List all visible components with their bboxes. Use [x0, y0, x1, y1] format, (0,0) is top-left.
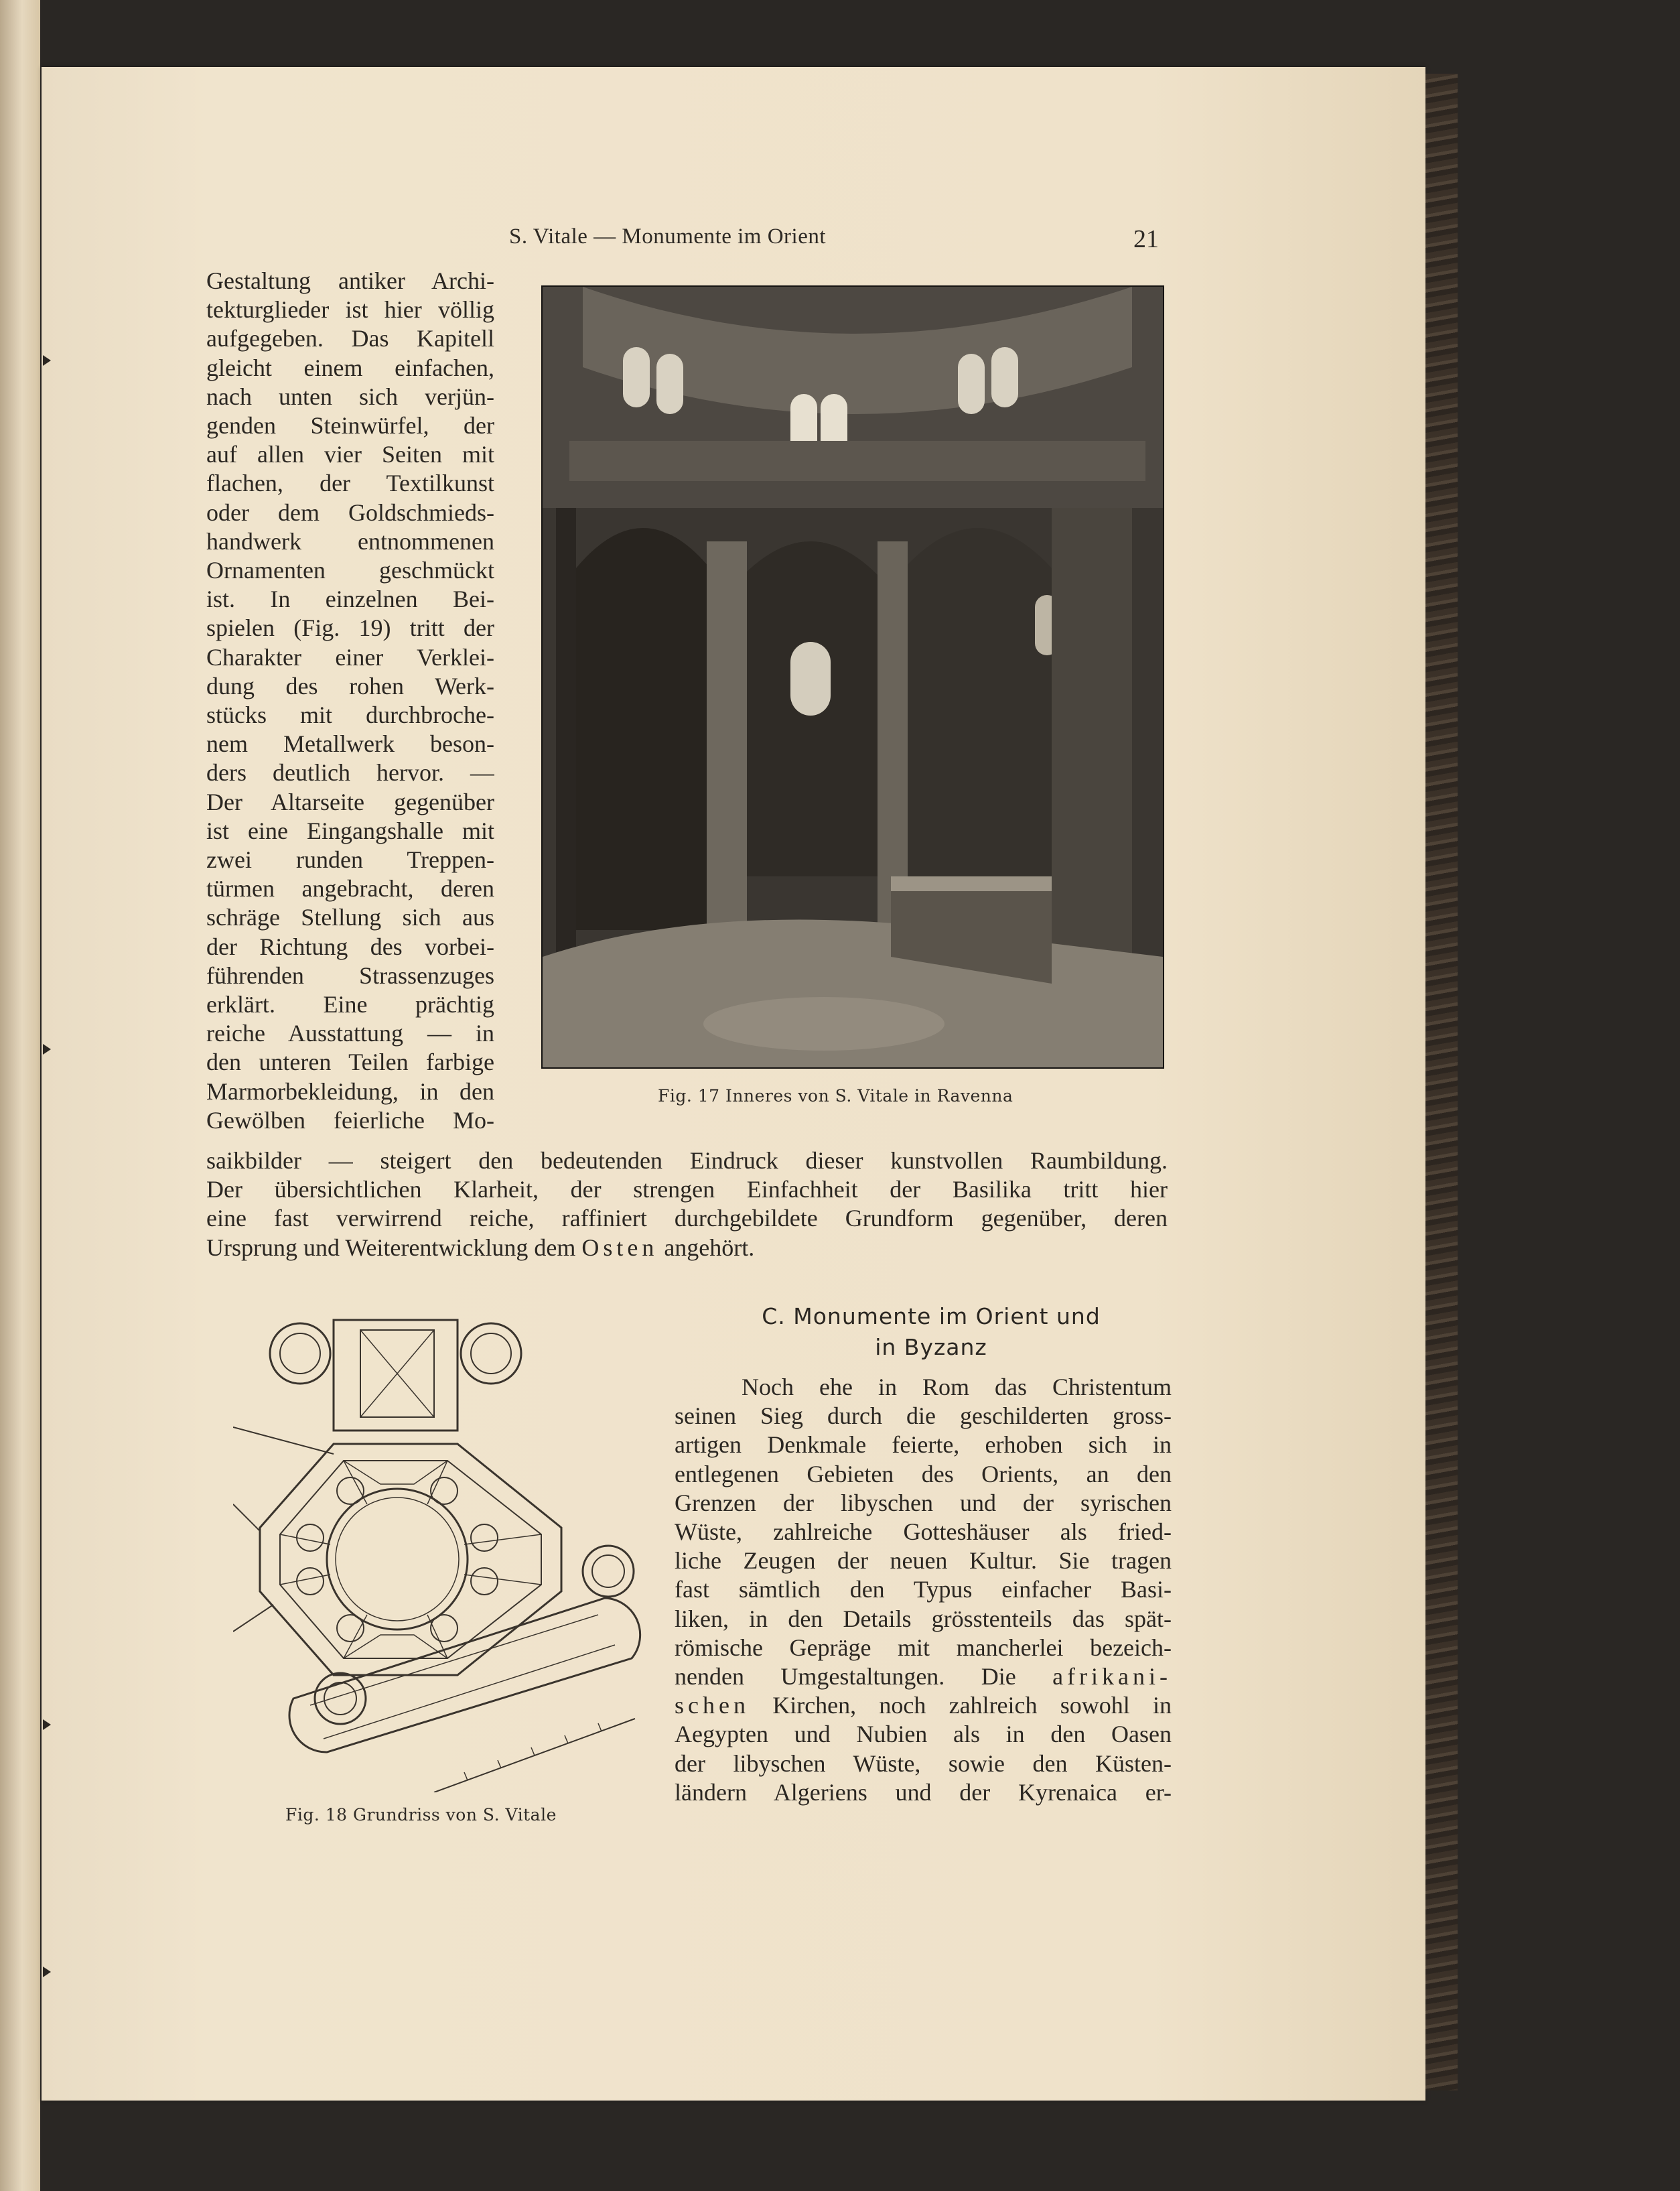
- text-line: Wüste, zahlreiche Gotteshäuser als fried-: [675, 1518, 1172, 1546]
- text-line: Marmorbekleidung, in den: [206, 1077, 494, 1105]
- right-column-text: [675, 1373, 1172, 1807]
- spaced-word: Osten: [581, 1234, 658, 1261]
- text-line: flachen, der Textilkunst: [206, 470, 494, 497]
- text-line: führenden Strassenzuges: [206, 961, 494, 989]
- text-line: türmen angebracht, deren: [206, 875, 494, 903]
- text-line: erklärt. Eine prächtig: [206, 991, 494, 1018]
- left-column-text: [206, 267, 494, 1135]
- text-line: dung des rohen Werk-: [206, 672, 494, 700]
- text-line: [206, 1234, 1168, 1262]
- text-fragment: nenden Umgestaltungen. Die: [675, 1663, 1053, 1690]
- text-line: der libyschen Wüste, sowie den Küsten-: [675, 1749, 1172, 1777]
- text-line: ders deutlich hervor. —: [206, 759, 494, 787]
- text-line: Gewölben feierliche Mo-: [206, 1106, 494, 1134]
- page-number: 21: [1133, 225, 1159, 253]
- text-line: Grenzen der libyschen und der syrischen: [675, 1489, 1172, 1516]
- section-heading-line: in Byzanz: [875, 1334, 987, 1360]
- page-margin-mark: [43, 1719, 51, 1730]
- figure-18-floor-plan: [233, 1310, 655, 1792]
- text-line: Charakter einer Verklei-: [206, 643, 494, 671]
- text-line: Ornamenten geschmückt: [206, 557, 494, 584]
- text-line: reiche Ausstattung — in: [206, 1020, 494, 1047]
- text-line: römische Gepräge mit mancherlei bezeich-: [675, 1634, 1172, 1661]
- book-cover-board: [1425, 74, 1458, 2090]
- text-line: nach unten sich verjün-: [206, 383, 494, 410]
- text-line: der Richtung des vorbei-: [206, 933, 494, 960]
- text-line: spielen (Fig. 19) tritt der: [206, 614, 494, 642]
- text-line: Der übersichtlichen Klarheit, der strengen Einfachheit der Basilika tritt hier: [206, 1176, 1168, 1203]
- text-line: liken, in den Details grösstenteils das spät-: [675, 1605, 1172, 1632]
- running-head: [509, 224, 1159, 254]
- text-line: den unteren Teilen farbige: [206, 1049, 494, 1076]
- text-line: saikbilder — steigert den bedeutenden Eindruck dieser kunstvollen Raumbildung.: [206, 1147, 1168, 1174]
- text-line: ist eine Eingangshalle mit: [206, 817, 494, 844]
- text-line: ist. In einzelnen Bei-: [206, 586, 494, 613]
- spaced-word: afrikani-: [1052, 1663, 1172, 1690]
- text-line: ländern Algeriens und der Kyrenaica er-: [675, 1778, 1172, 1806]
- text-line: seinen Sieg durch die geschilderten gross-: [675, 1402, 1172, 1430]
- figure-18-caption: Fig. 18 Grundriss von S. Vitale: [285, 1805, 557, 1824]
- text-line: liche Zeugen der neuen Kultur. Sie tragen: [675, 1547, 1172, 1575]
- text-line: eine fast verwirrend reiche, raffiniert durchgebildete Grundform gegenüber, deren: [206, 1205, 1168, 1232]
- text-line: Aegypten und Nubien als in den Oasen: [675, 1721, 1172, 1748]
- text-line: genden Steinwürfel, der: [206, 412, 494, 440]
- text-line: [675, 1691, 1172, 1720]
- text-line: zwei runden Treppen-: [206, 846, 494, 874]
- section-heading-line: C. Monumente im Orient und: [762, 1303, 1101, 1329]
- text-line: artigen Denkmale feierte, erhoben sich in: [675, 1431, 1172, 1459]
- figure-17-caption: Fig. 17 Inneres von S. Vitale in Ravenna: [658, 1086, 1013, 1106]
- text-line: Gestaltung antiker Archi-: [206, 267, 494, 294]
- text-line: Der Altarseite gegenüber: [206, 788, 494, 815]
- figure-17-interior-image: [541, 285, 1164, 1069]
- text-line: auf allen vier Seiten mit: [206, 441, 494, 468]
- text-line: schräge Stellung sich aus: [206, 904, 494, 931]
- text-line: [675, 1662, 1172, 1691]
- text-line: fast sämtlich den Typus einfacher Basi-: [675, 1576, 1172, 1603]
- text-line: tekturglieder ist hier völlig: [206, 296, 494, 324]
- page-margin-mark: [43, 355, 51, 366]
- text-fragment: angehört.: [658, 1234, 755, 1261]
- text-line: handwerk entnommenen: [206, 527, 494, 555]
- text-line: gleicht einem einfachen,: [206, 354, 494, 381]
- text-fragment: Ursprung und Weiterentwicklung dem: [206, 1234, 582, 1261]
- running-head-title: S. Vitale — Monumente im Orient: [509, 224, 827, 249]
- text-line: Noch ehe in Rom das Christentum: [742, 1374, 1172, 1400]
- full-width-paragraph: [206, 1146, 1168, 1262]
- text-line: oder dem Goldschmieds-: [206, 499, 494, 526]
- section-heading: [697, 1301, 1166, 1363]
- text-line: aufgegeben. Das Kapitell: [206, 325, 494, 352]
- text-fragment: Kirchen, noch zahlreich sowohl in: [749, 1692, 1172, 1719]
- book-spine-edge: [0, 0, 40, 2191]
- text-line: nem Metallwerk beson-: [206, 730, 494, 758]
- text-line: entlegenen Gebieten des Orients, an den: [675, 1460, 1172, 1487]
- page-margin-mark: [43, 1967, 51, 1977]
- spaced-word: schen: [675, 1692, 750, 1719]
- page-margin-mark: [43, 1044, 51, 1055]
- text-line: stücks mit durchbroche-: [206, 702, 494, 729]
